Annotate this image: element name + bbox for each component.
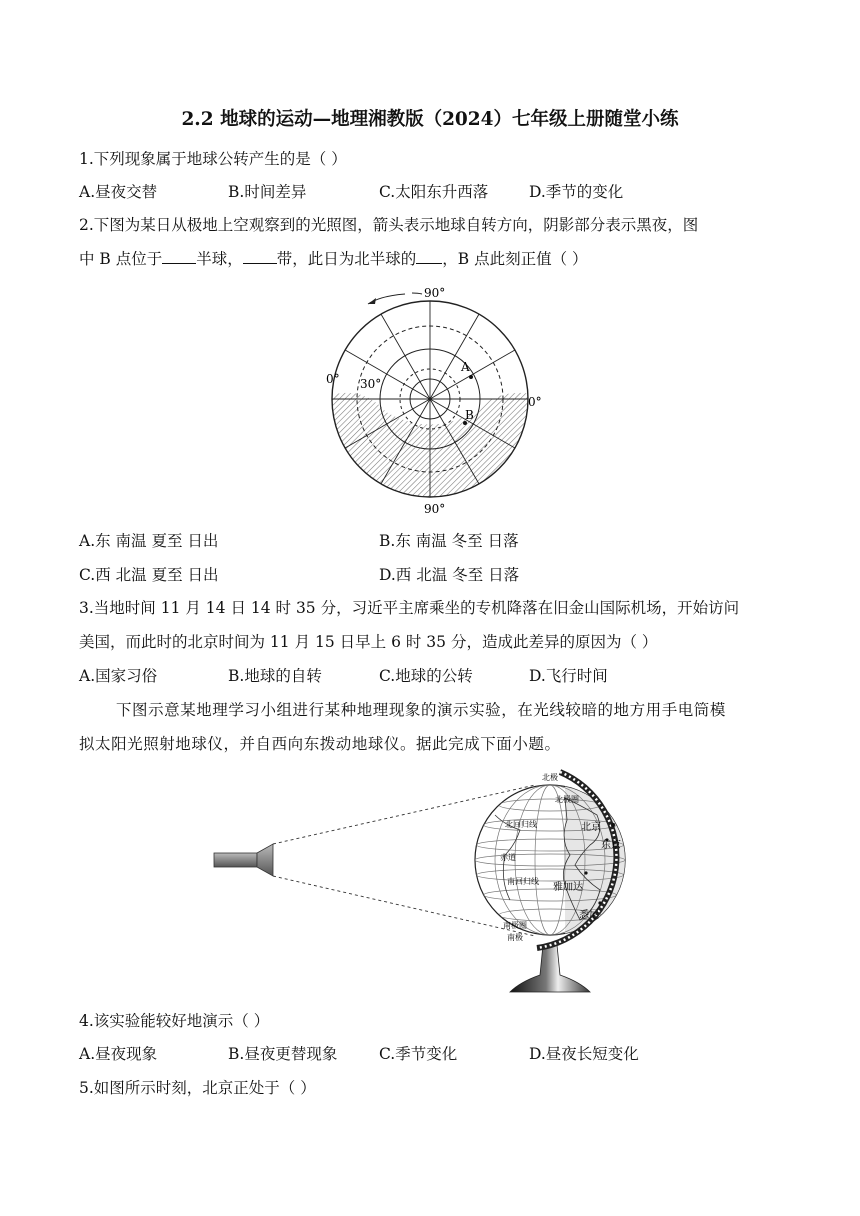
label-south-pole: 南极 bbox=[507, 933, 523, 942]
label-north-pole: 北极 bbox=[542, 773, 558, 782]
question-1-stem: 1.下列现象属于地球公转产生的是（ ） bbox=[79, 150, 347, 168]
q4-option-d: D.昼夜长短变化 bbox=[529, 1045, 639, 1063]
label-90-bottom: 90° bbox=[424, 502, 446, 516]
q2-option-a: A.东 南温 夏至 日出 bbox=[79, 532, 219, 550]
meridian-line bbox=[345, 350, 430, 399]
answer-blank bbox=[243, 249, 277, 264]
label-beijing: 北京 bbox=[581, 822, 601, 833]
answer-blank bbox=[162, 249, 196, 264]
question-2-stem-line2 bbox=[79, 248, 588, 270]
night-shading bbox=[320, 393, 550, 518]
meridian-line bbox=[381, 314, 430, 399]
q2-stem-part-2: 半球， bbox=[196, 250, 243, 268]
q1-option-c: C.太阳东升西落 bbox=[379, 183, 489, 201]
material-intro-line1: 下图示意某地理学习小组进行某种地理现象的演示实验，在光线较暗的地方用手电筒模 bbox=[116, 701, 726, 719]
q1-option-a: A.昼夜交替 bbox=[79, 183, 158, 201]
q2-stem-part-1: 中 B 点位于 bbox=[79, 250, 163, 268]
label-0-right: 0° bbox=[528, 395, 542, 409]
label-tropic-capricorn: 南回归线 bbox=[507, 877, 539, 886]
label-0-left: 0° bbox=[326, 372, 340, 386]
q3-option-b: B.地球的自转 bbox=[228, 667, 322, 685]
q4-option-c: C.季节变化 bbox=[379, 1045, 458, 1063]
answer-blank bbox=[416, 249, 442, 264]
q2-stem-part-4: ，B 点此刻正值（ ） bbox=[442, 250, 588, 268]
q2-stem-part-3: 带，此日为北半球的 bbox=[276, 250, 417, 268]
question-3-stem-line1: 3.当地时间 11 月 14 日 14 时 35 分，习近平主席乘坐的专机降落在旧金山国际机场，开始访问 bbox=[79, 599, 740, 617]
point-sydney bbox=[598, 901, 601, 904]
label-jakarta: 雅加达 bbox=[553, 882, 583, 893]
point-a bbox=[469, 375, 473, 379]
label-30: 30° bbox=[360, 377, 382, 391]
q1-option-d: D.季节的变化 bbox=[529, 183, 624, 201]
point-jakarta bbox=[584, 871, 587, 874]
flashlight-icon bbox=[214, 853, 257, 867]
label-point-b: B bbox=[465, 408, 474, 422]
question-4-stem: 4.该实验能较好地演示（ ） bbox=[79, 1012, 270, 1030]
label-antarctic-circle: 南极圈 bbox=[503, 921, 527, 930]
globe-experiment-figure bbox=[205, 760, 645, 1005]
q2-option-b: B.东 南温 冬至 日落 bbox=[379, 532, 519, 550]
material-intro-line2: 拟太阳光照射地球仪，并自西向东拨动地球仪。据此完成下面小题。 bbox=[79, 735, 561, 753]
q2-option-c: C.西 北温 夏至 日出 bbox=[79, 566, 219, 584]
page-title: 2.2 地球的运动—地理湘教版（2024）七年级上册随堂小练 bbox=[181, 109, 679, 130]
label-tropic-cancer: 北回归线 bbox=[505, 820, 537, 829]
label-point-a: A bbox=[461, 360, 470, 374]
globe-stand bbox=[510, 945, 590, 992]
q3-option-a: A.国家习俗 bbox=[79, 667, 158, 685]
q1-option-b: B.时间差异 bbox=[228, 183, 307, 201]
q3-option-c: C.地球的公转 bbox=[379, 667, 473, 685]
label-arctic-circle: 北极圈 bbox=[555, 795, 579, 804]
label-90-top: 90° bbox=[424, 286, 446, 300]
question-5-stem: 5.如图所示时刻，北京正处于（ ） bbox=[79, 1079, 316, 1097]
polar-illumination-figure bbox=[320, 282, 550, 518]
q2-option-d: D.西 北温 冬至 日落 bbox=[379, 566, 520, 584]
q4-option-b: B.昼夜更替现象 bbox=[228, 1045, 338, 1063]
question-3-stem-line2: 美国，而此时的北京时间为 11 月 15 日早上 6 时 35 分，造成此差异的原因为（ ） bbox=[79, 633, 658, 651]
label-tokyo: 东京 bbox=[601, 840, 621, 851]
question-2-stem-line1: 2.下图为某日从极地上空观察到的光照图，箭头表示地球自转方向，阴影部分表示黑夜，图 bbox=[79, 216, 699, 234]
q3-option-d: D.飞行时间 bbox=[529, 667, 608, 685]
label-sydney: 悉尼 bbox=[579, 910, 599, 921]
q4-option-a: A.昼夜现象 bbox=[79, 1045, 158, 1063]
point-beijing bbox=[611, 823, 615, 827]
label-equator: 赤道 bbox=[500, 853, 516, 862]
